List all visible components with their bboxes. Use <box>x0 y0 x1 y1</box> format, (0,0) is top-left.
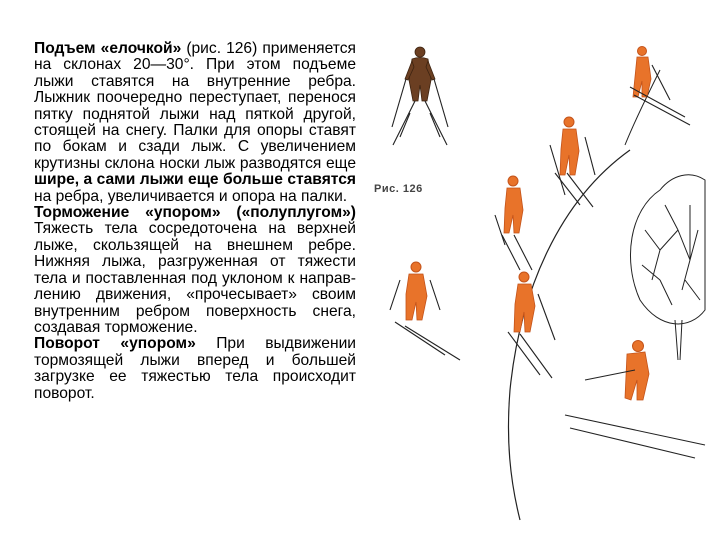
heading-stem-turn: Поворот «упором» <box>34 335 196 353</box>
skier-4-icon <box>390 262 460 360</box>
paragraph-stem-turn <box>34 336 356 402</box>
text-stem-braking: Тяжесть тела сосредоточена на верхней лыже, скользящей на внешнем ребре. Нижняя лыжа, разгруженная от тяжести тела и поставленная под уклоном к направ-лению движения, «прочесывает» своим внутренним ребром поверхность снега, создавая торможение. <box>34 220 356 336</box>
article-text <box>34 41 356 402</box>
skier-5-icon <box>508 272 555 378</box>
paragraph-herringbone <box>34 41 356 205</box>
heading-herringbone: Подъем «елочкой» <box>34 40 182 57</box>
paragraph-stem-braking <box>34 205 356 336</box>
slope-curve <box>508 150 630 520</box>
tree-illustration <box>630 175 705 360</box>
text-herringbone-bold: шире, а сами лыжи еще больше ставятся <box>34 171 356 189</box>
text-herringbone-c: на ребра, увеличивается и опора на палки. <box>34 187 348 205</box>
heading-stem-braking: Торможение «упором» («полуплугом») <box>34 204 356 222</box>
text-herringbone-a: (рис. 126) применяется на склонах 20—30°. При этом подъеме лыжи ставятся на внутренние ребра. Лыжник поочередно переступает, перенося пятку поднятой лыжи над пяткой другой, стоящей на снегу. Палки для опоры ставят по бокам и сзади лыж. С увеличением крутизны склона носки лыж разводятся еще <box>34 40 356 172</box>
text-stem-turn: При выдвижении тормозящей лыжи вперед и большей загрузке ее тяжестью тела происходит поворот. <box>34 335 356 402</box>
skier-6-icon <box>565 341 705 459</box>
figure-caption: Рис. 126 <box>374 183 423 195</box>
skier-herringbone-icon <box>392 47 448 145</box>
skier-2-icon <box>550 117 595 207</box>
skier-3-icon <box>495 176 532 270</box>
ski-illustration <box>360 30 710 525</box>
